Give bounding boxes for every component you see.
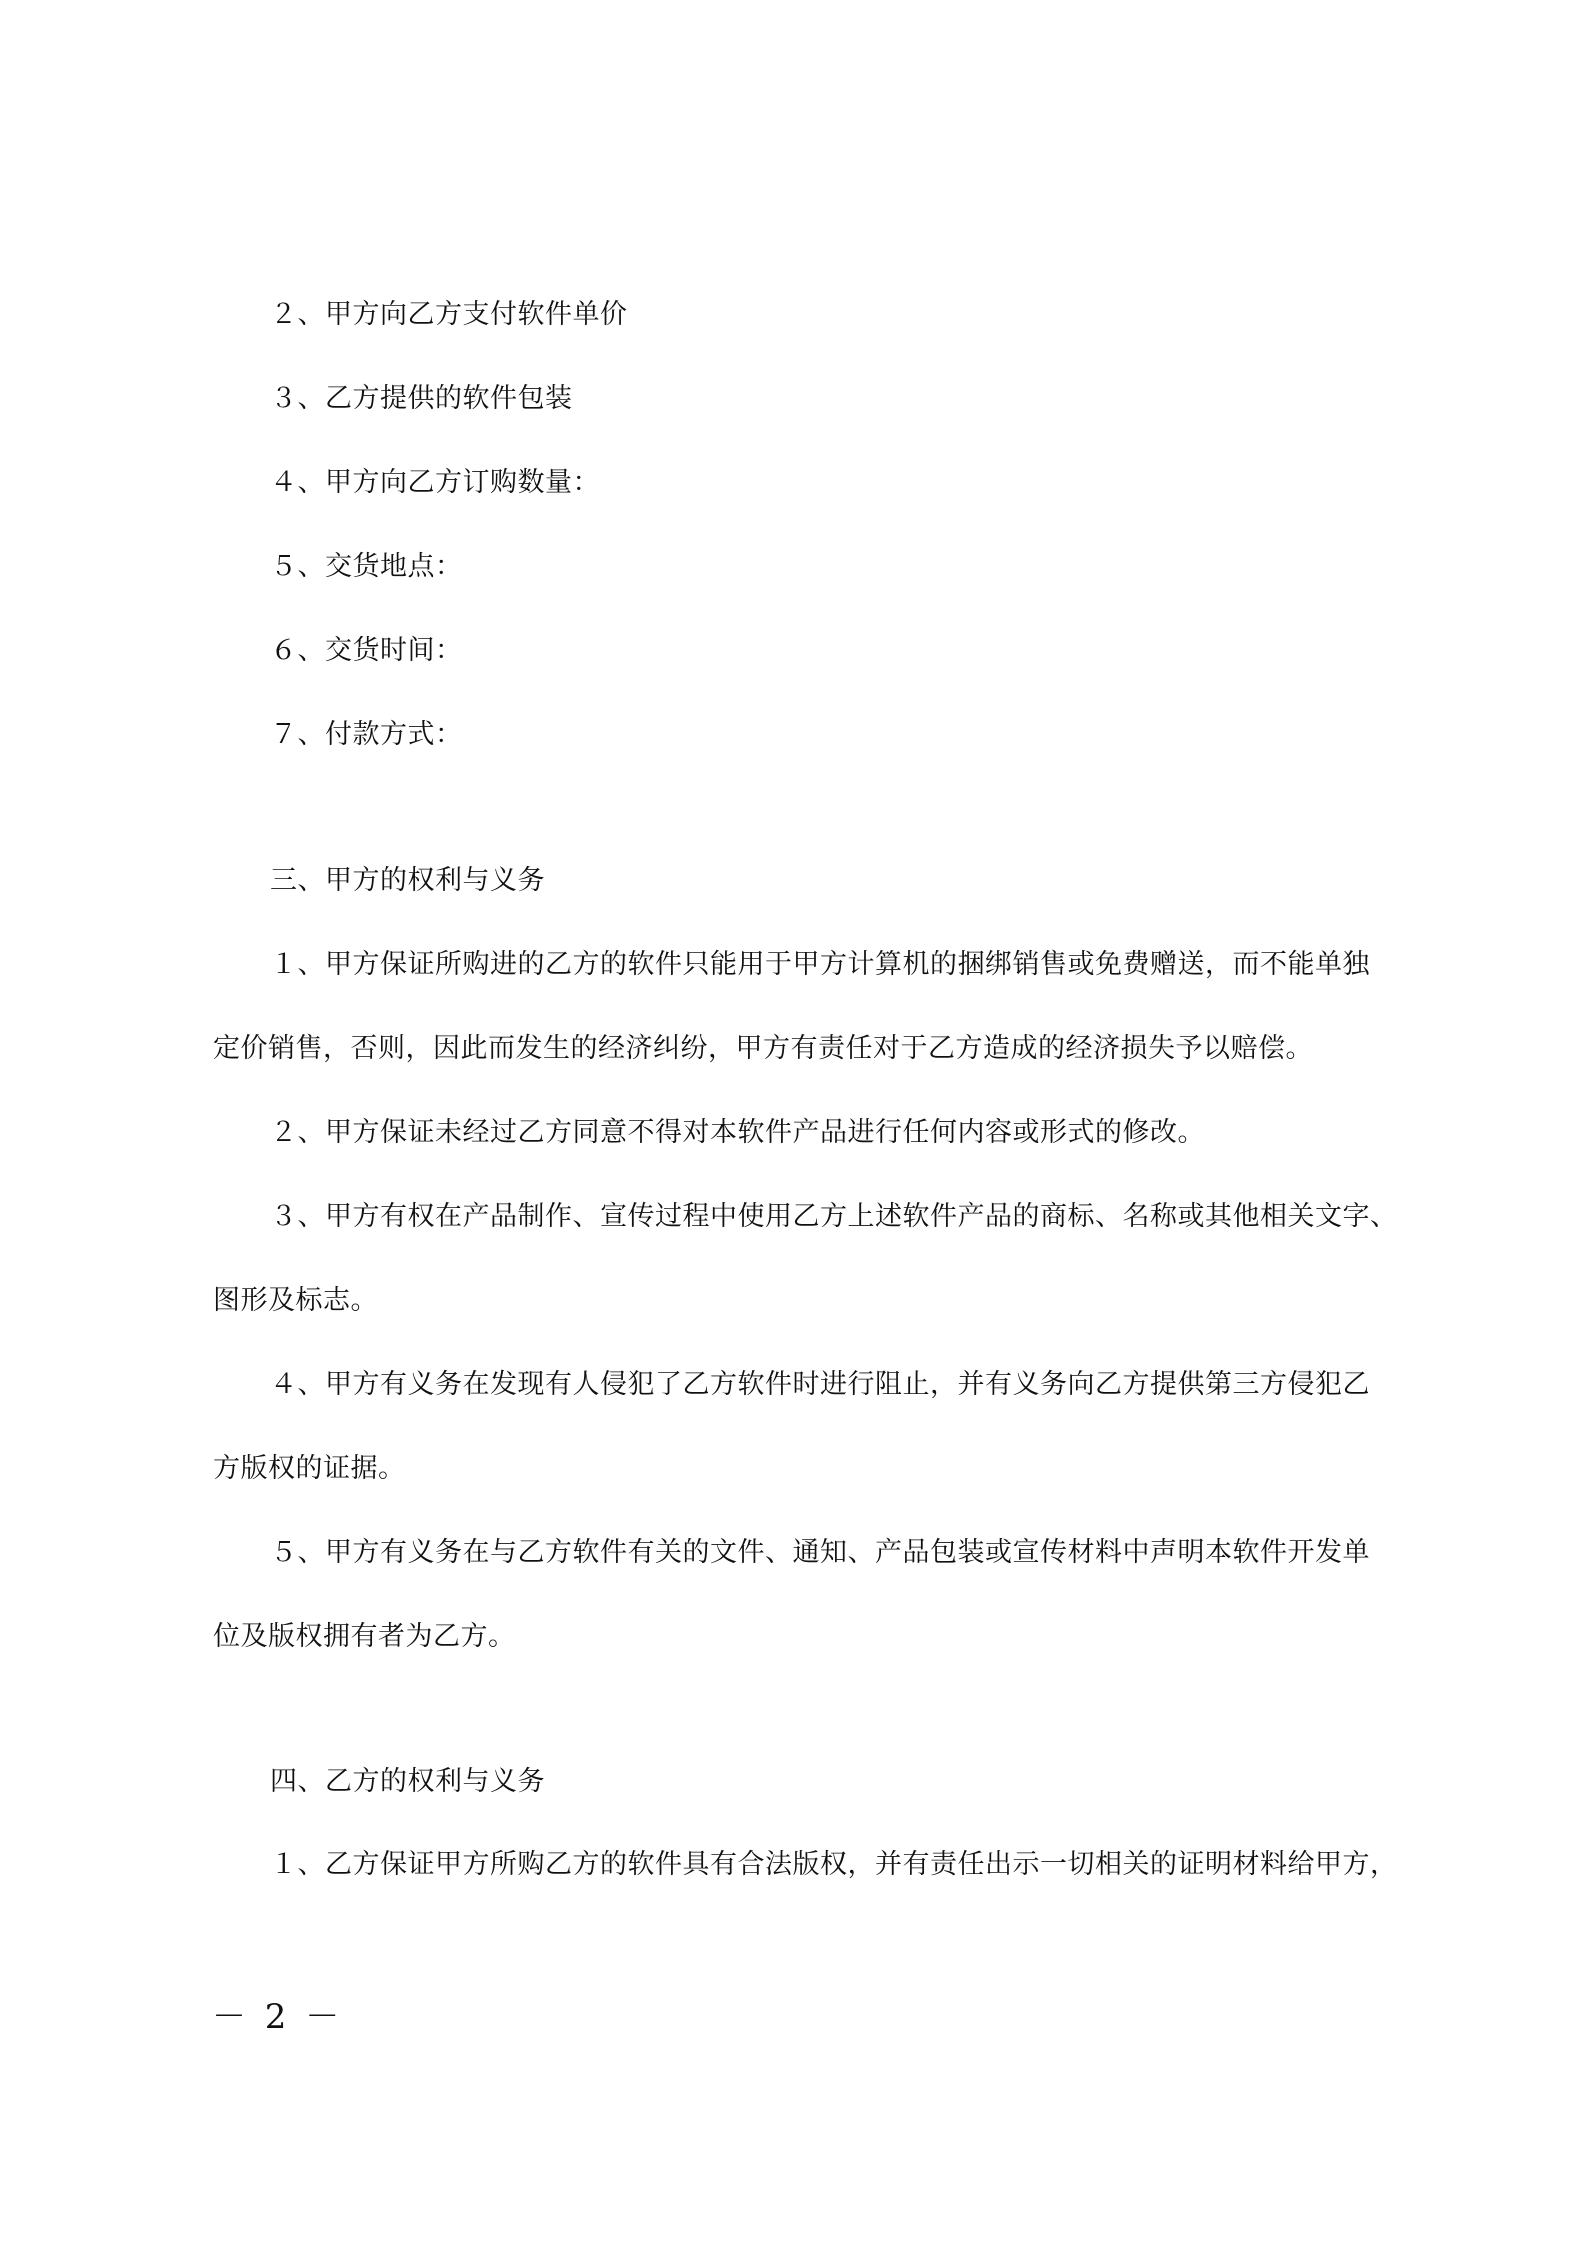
paragraph-line: 定价销售，否则，因此而发生的经济纠纷，甲方有责任对于乙方造成的经济损失予以赔偿。 [213, 1033, 1313, 1064]
list-item-6: ６、交货时间： [270, 635, 463, 666]
section-heading-party-a: 三、甲方的权利与义务 [270, 865, 545, 896]
list-item-5: ５、交货地点： [270, 551, 463, 582]
page-number: － 2 － [212, 1997, 344, 2037]
list-item-4: ４、甲方向乙方订购数量： [270, 467, 600, 498]
paragraph-line: ３、甲方有权在产品制作、宣传过程中使用乙方上述软件产品的商标、名称或其他相关文字、 [270, 1201, 1398, 1232]
paragraph-line: 方版权的证据。 [213, 1453, 406, 1484]
paragraph-line: １、甲方保证所购进的乙方的软件只能用于甲方计算机的捆绑销售或免费赠送，而不能单独 [270, 949, 1370, 980]
list-item-2: ２、甲方向乙方支付软件单价 [270, 299, 628, 330]
paragraph-line: １、乙方保证甲方所购乙方的软件具有合法版权，并有责任出示一切相关的证明材料给甲方， [270, 1849, 1398, 1880]
paragraph-line: ４、甲方有义务在发现有人侵犯了乙方软件时进行阻止，并有义务向乙方提供第三方侵犯乙 [270, 1369, 1370, 1400]
paragraph-line: 图形及标志。 [213, 1285, 378, 1316]
list-item-7: ７、付款方式： [270, 719, 463, 750]
section-heading-party-b: 四、乙方的权利与义务 [270, 1766, 545, 1797]
list-item-3: ３、乙方提供的软件包装 [270, 383, 573, 414]
paragraph-line: ２、甲方保证未经过乙方同意不得对本软件产品进行任何内容或形式的修改。 [270, 1117, 1205, 1148]
paragraph-line: ５、甲方有义务在与乙方软件有关的文件、通知、产品包装或宣传材料中声明本软件开发单 [270, 1537, 1370, 1568]
paragraph-line: 位及版权拥有者为乙方。 [213, 1621, 516, 1652]
